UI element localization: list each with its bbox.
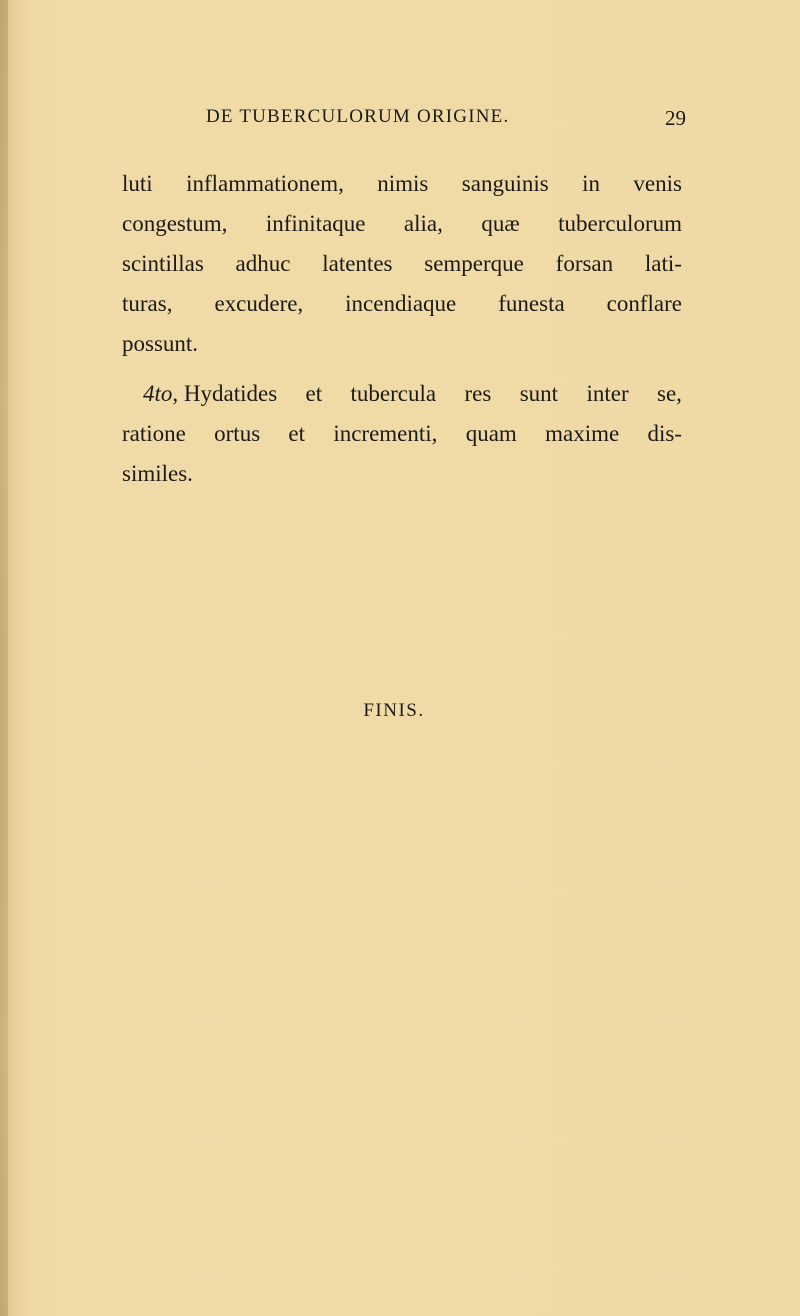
word: 4to, Hydatides (143, 381, 278, 406)
word: latentes (322, 251, 393, 276)
finis-label: FINIS. (363, 700, 425, 721)
word: incrementi, (333, 421, 438, 446)
paragraph-number: 4to, (143, 381, 179, 406)
word: sanguinis (461, 171, 549, 196)
word: congestum, (122, 211, 228, 236)
paragraph-1-line-1 (122, 164, 682, 204)
paragraph-1-line-4 (122, 284, 682, 324)
word: sunt (519, 381, 559, 406)
word: infinitaque (265, 211, 366, 236)
paragraph-1-line-3 (122, 244, 682, 284)
paragraph-1-line-2 (122, 204, 682, 244)
paragraph-1 (122, 164, 682, 364)
word: ortus (214, 421, 261, 446)
word: tubercula (350, 381, 437, 406)
word: inflammationem, (186, 171, 344, 196)
word: adhuc (235, 251, 291, 276)
word: semperque (424, 251, 524, 276)
word: quam (465, 421, 517, 446)
word: maxime (545, 421, 620, 446)
word: venis (633, 171, 682, 196)
word: tuberculorum (558, 211, 682, 236)
paragraph-2 (122, 374, 682, 494)
word: conflare (606, 291, 682, 316)
running-head (206, 106, 686, 136)
word: forsan (555, 251, 614, 276)
word: turas, (122, 291, 173, 316)
paragraph-1-line-5 (122, 324, 682, 364)
word: scintillas (122, 251, 204, 276)
word: res (464, 381, 492, 406)
word: ratione (122, 421, 186, 446)
word: alia, (403, 211, 443, 236)
page-number: 29 (665, 106, 686, 130)
paragraph-2-line-2 (122, 414, 682, 454)
word: lati- (644, 251, 682, 276)
word: excudere, (214, 291, 304, 316)
running-title: DE TUBERCULORUM ORIGINE. (206, 106, 510, 127)
paragraph-2-line-1 (122, 374, 682, 414)
word: luti (122, 171, 153, 196)
word: in (582, 171, 600, 196)
word: se, (657, 381, 682, 406)
word: inter (586, 381, 629, 406)
word: possunt. (122, 331, 199, 356)
word: dis- (647, 421, 682, 446)
word: incendiaque (345, 291, 457, 316)
word: nimis (377, 171, 429, 196)
word: quæ (481, 211, 520, 236)
word: similes. (122, 461, 193, 486)
word: et (305, 381, 323, 406)
word: funesta (498, 291, 565, 316)
word: et (288, 421, 306, 446)
paragraph-2-line-3 (122, 454, 682, 494)
